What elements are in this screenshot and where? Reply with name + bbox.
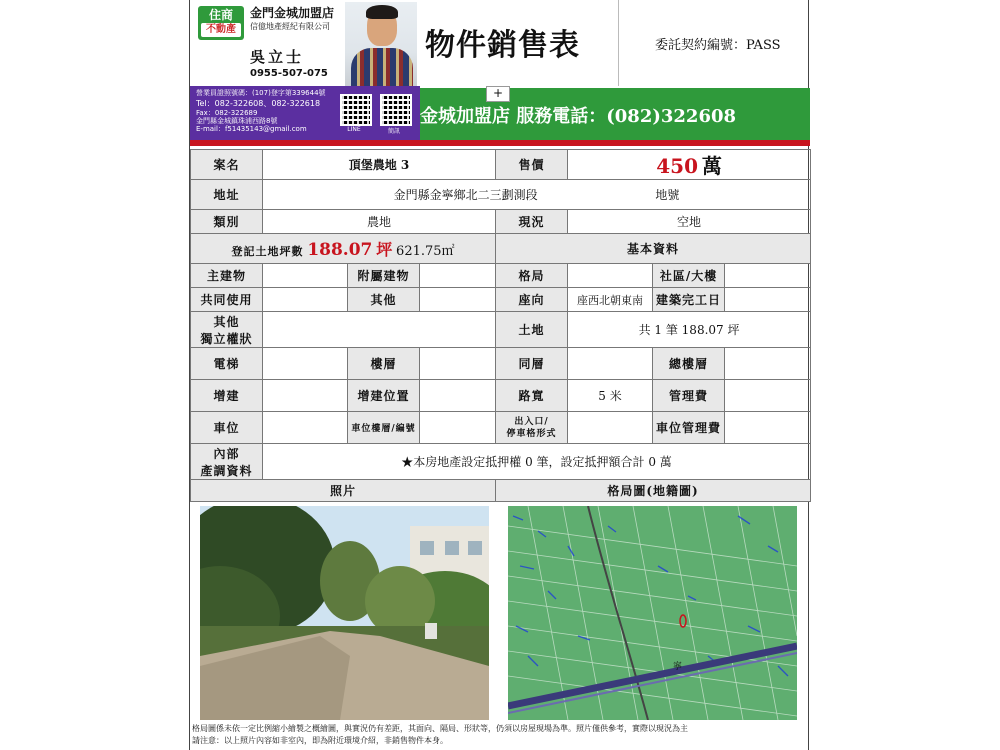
total-floor-label: 總樓層 bbox=[653, 348, 725, 380]
area-label: 登記土地坪數 bbox=[231, 245, 304, 258]
layout-label: 格局 bbox=[496, 264, 568, 288]
parking-floor-label: 車位樓層/編號 bbox=[348, 412, 420, 444]
plan-heading: 格局圖(地籍圖) bbox=[496, 480, 811, 502]
land-value: 共 1 筆 188.07 坪 bbox=[568, 312, 811, 348]
inner-data-label: 內部 產調資料 bbox=[191, 444, 263, 480]
addition-position-label: 增建位置 bbox=[348, 380, 420, 412]
table-row bbox=[191, 380, 811, 412]
table-row bbox=[191, 234, 811, 264]
map-label: 寧 bbox=[673, 662, 683, 672]
site-photo bbox=[200, 506, 489, 720]
license-line: 營業員證照號碼：(107)登字第339644號 bbox=[196, 89, 326, 97]
photo-heading: 照片 bbox=[191, 480, 496, 502]
service-phone: 金城加盟店 服務電話：(082)322608 bbox=[420, 106, 737, 127]
address-value: 金門縣金寧鄉北二三劃測段 bbox=[393, 188, 538, 202]
property-name: 頂堡農地 3 bbox=[263, 150, 496, 180]
common-use-label: 共同使用 bbox=[191, 288, 263, 312]
community-label: 社區/大樓 bbox=[653, 264, 725, 288]
price-value: 450 bbox=[656, 154, 698, 178]
table-row bbox=[191, 288, 811, 312]
lot-number-label: 地號 bbox=[655, 188, 680, 202]
page-title: 物件銷售表 bbox=[425, 28, 580, 63]
same-floor-label: 同層 bbox=[496, 348, 568, 380]
brand-sub: 信億地產經紀有限公司 bbox=[250, 22, 330, 31]
address-label: 地址 bbox=[191, 180, 263, 210]
price-label: 售價 bbox=[496, 150, 568, 180]
logo-bottom-text: 不動產 bbox=[201, 23, 241, 37]
agent-contact bbox=[190, 86, 420, 140]
annex-label: 附屬建物 bbox=[348, 264, 420, 288]
price-unit: 萬 bbox=[701, 154, 722, 178]
basic-info-heading: 基本資料 bbox=[496, 234, 811, 264]
area-m2: 621.75㎡ bbox=[396, 244, 455, 259]
sms-qr-icon bbox=[380, 94, 412, 126]
parking-label: 車位 bbox=[191, 412, 263, 444]
header bbox=[190, 0, 810, 145]
management-fee-label: 管理費 bbox=[653, 380, 725, 412]
road-width-label: 路寬 bbox=[496, 380, 568, 412]
area-unit: 坪 bbox=[376, 240, 393, 259]
logo-top-text: 住商 bbox=[208, 8, 233, 22]
type-value: 農地 bbox=[263, 210, 496, 234]
table-row bbox=[191, 264, 811, 288]
sales-sheet bbox=[189, 0, 809, 750]
mortgage-note: ★本房地產設定抵押權 0 筆，設定抵押額合計 0 萬 bbox=[263, 444, 811, 480]
divider bbox=[190, 140, 810, 146]
status-label: 現況 bbox=[496, 210, 568, 234]
table-row bbox=[191, 210, 811, 234]
table-row bbox=[191, 180, 811, 210]
table-row bbox=[191, 348, 811, 380]
parking-fee-label: 車位管理費 bbox=[653, 412, 725, 444]
price-cell bbox=[568, 150, 811, 180]
address-cell bbox=[263, 180, 811, 210]
disclaimer-line-2: 請注意：以上照片內容如非室內，即為附近環境介紹，非銷售物件本身。 bbox=[192, 736, 448, 745]
company-logo bbox=[198, 6, 244, 40]
address-line: 金門縣金城鎮珠浦西路8號 bbox=[196, 117, 278, 125]
disclaimer bbox=[190, 723, 810, 747]
area-cell bbox=[191, 234, 496, 264]
contract-number: 委託契約編號：PASS bbox=[655, 38, 781, 53]
entrance-label: 出入口/ 停車格形式 bbox=[496, 412, 568, 444]
road-width-value: 5 米 bbox=[568, 380, 653, 412]
table-row bbox=[191, 312, 811, 348]
type-label: 類別 bbox=[191, 210, 263, 234]
cadastral-map bbox=[508, 506, 797, 720]
agent-name: 吳立士 bbox=[250, 48, 305, 66]
brand bbox=[250, 6, 334, 34]
agent-card bbox=[190, 0, 420, 140]
facing-value: 座西北朝東南 bbox=[568, 288, 653, 312]
agent-photo bbox=[345, 2, 417, 86]
agent-phone: 0955-507-075 bbox=[250, 68, 328, 79]
line-qr-label: LINE bbox=[347, 126, 361, 133]
floor-label: 樓層 bbox=[348, 348, 420, 380]
table-row bbox=[191, 150, 811, 180]
area-ping: 188.07 bbox=[307, 240, 373, 260]
facing-label: 座向 bbox=[496, 288, 568, 312]
table-row bbox=[191, 444, 811, 480]
disclaimer-line-1: 格局圖係未依一定比例縮小繪製之概繪圖，與實況仍有差距，其面向、隔局、形狀等，仍須以房屋現場為準。照片僅供參考，實際以現況為主 bbox=[192, 724, 688, 733]
property-table bbox=[190, 149, 811, 502]
other-label: 其他 bbox=[348, 288, 420, 312]
elevator-label: 電梯 bbox=[191, 348, 263, 380]
plus-icon: + bbox=[486, 86, 510, 102]
fax-line: Fax：082-322689 bbox=[196, 109, 258, 117]
tel-line: Tel：082-322608、082-322618 bbox=[196, 99, 321, 108]
service-banner bbox=[420, 88, 810, 140]
built-date-label: 建築完工日 bbox=[653, 288, 725, 312]
main-building-label: 主建物 bbox=[191, 264, 263, 288]
table-row bbox=[191, 412, 811, 444]
sms-qr-label: 簡訊 bbox=[387, 128, 400, 135]
addition-label: 增建 bbox=[191, 380, 263, 412]
name-label: 案名 bbox=[191, 150, 263, 180]
brand-name: 金門金城加盟店 bbox=[250, 6, 335, 20]
line-qr-icon bbox=[340, 94, 372, 126]
status-value: 空地 bbox=[568, 210, 811, 234]
email-line: E-mail：f51435143@gmail.com bbox=[196, 125, 307, 133]
table-row bbox=[191, 480, 811, 502]
land-label: 土地 bbox=[496, 312, 568, 348]
other-title-label: 其他 獨立權狀 bbox=[191, 312, 263, 348]
